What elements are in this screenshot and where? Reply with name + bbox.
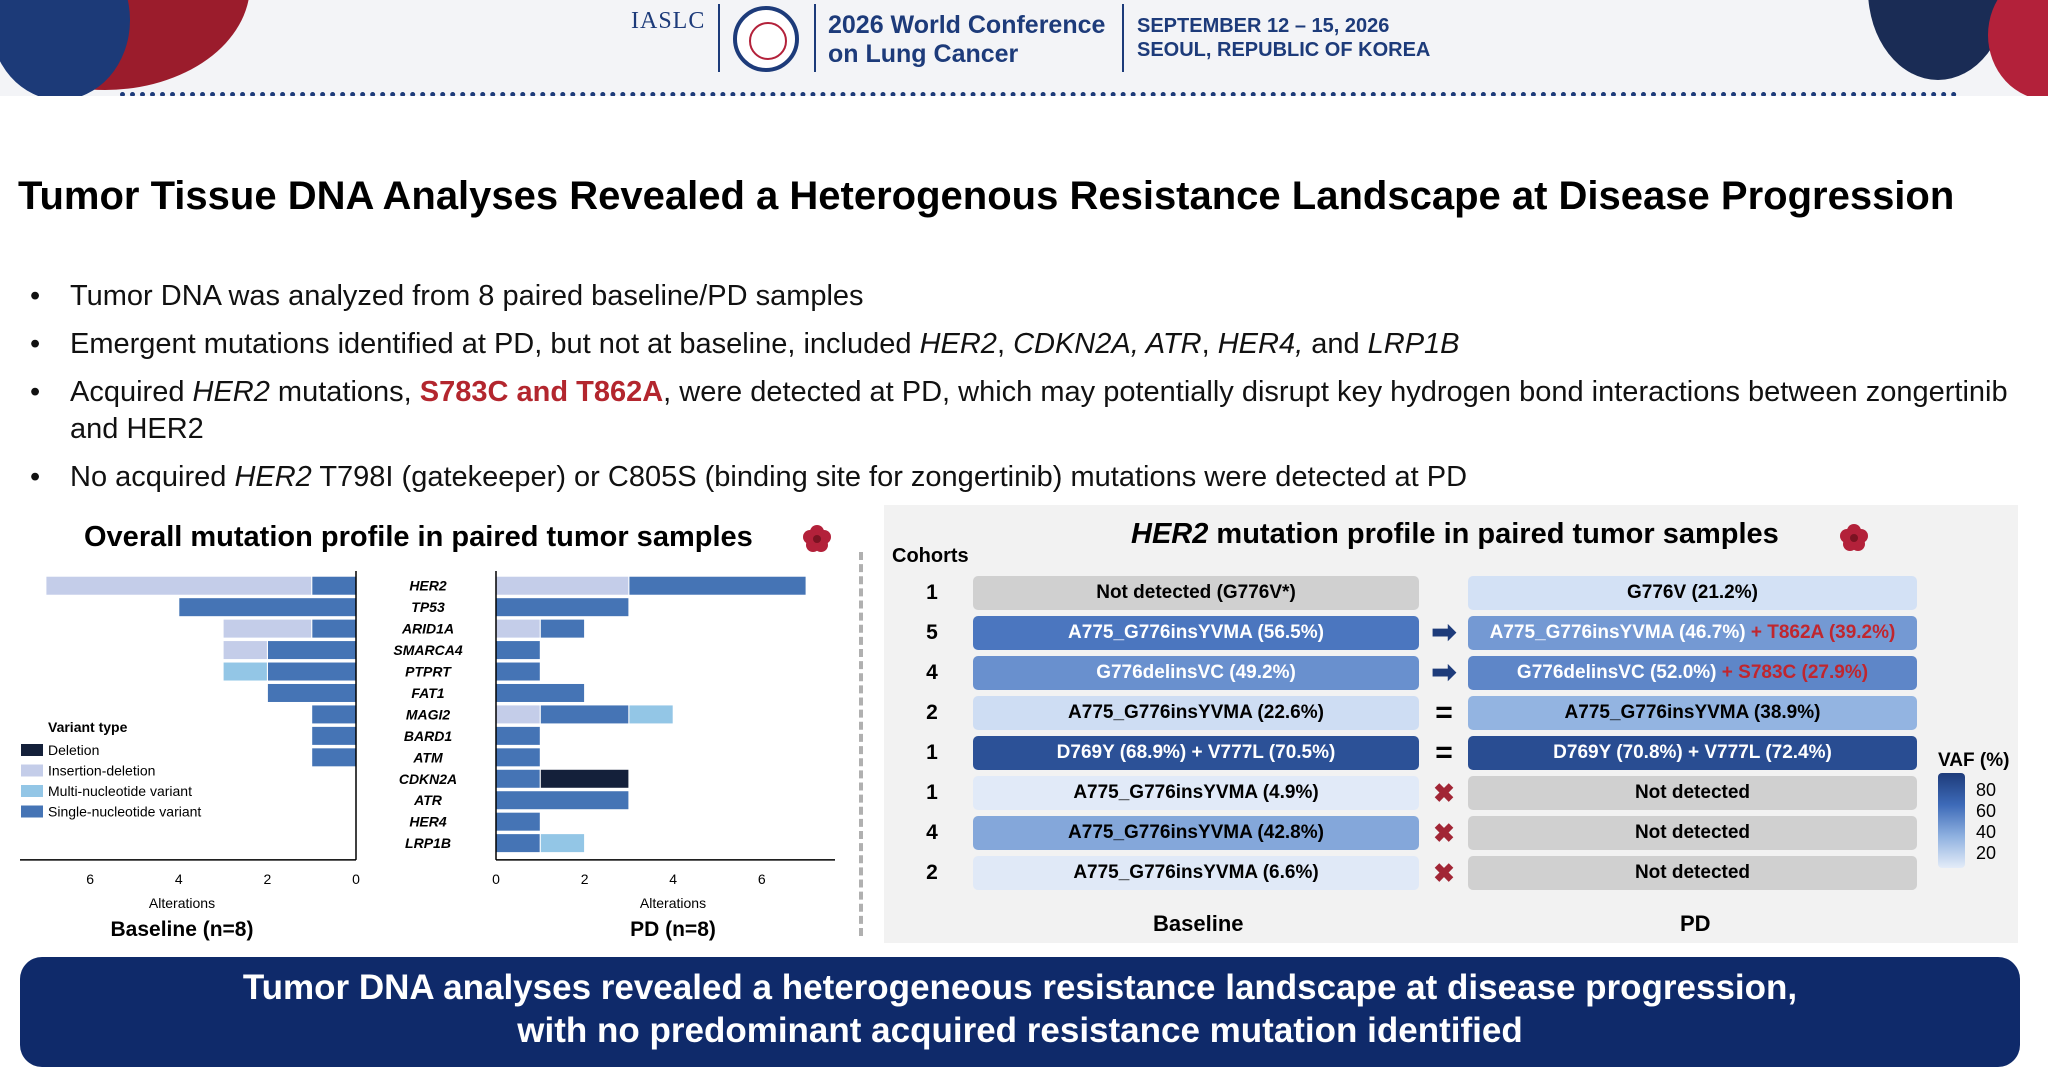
gene-label: TP53 [411,599,445,616]
cohort-number: 1 [926,781,938,804]
conference-date-text: SEPTEMBER 12 – 15, 2026 [1137,15,1390,37]
pd-bar-segment [496,791,629,810]
bullet-dot: • [30,280,41,312]
pd-mutation-cell [1468,656,1917,690]
gene-label: HER2 [409,577,447,594]
bullet-text: Tumor DNA was analyzed from 8 paired baseline/PD samples [70,280,864,312]
conference-dates [1137,14,1430,62]
pd-bar-segment [496,683,585,702]
baseline-x-tick-label: 2 [263,870,272,887]
bullet-text: HER2 [192,376,270,408]
pd-bar-segment [496,726,540,745]
pd-mutation-text: G776delinsVC (52.0%) [1516,662,1717,683]
conclusion-banner [20,957,2020,1067]
cohort-number: 1 [926,581,938,604]
gene-label: FAT1 [411,684,445,701]
baseline-mutation-cell: Not detected (G776V*) [973,576,1419,610]
pd-bar-segment [496,705,540,724]
vaf-color-scale [1938,773,1965,868]
gene-label: MAGI2 [405,706,451,723]
baseline-bar-segment [223,662,267,681]
logo-divider [1122,4,1124,72]
equals-icon: = [1435,696,1453,729]
pd-x-axis-label: Alterations [639,894,707,911]
baseline-x-tick-label: 0 [352,870,360,887]
conference-name-line1: 2026 World Conference [828,11,1106,39]
baseline-mutation-cell: G776delinsVC (49.2%) [973,656,1419,690]
bullet-text: , were detected at PD, which may potentially disrupt key hydrogen bond interactions between zongertinib and HER2 [70,376,2008,445]
cohorts-column-header: Cohorts [892,545,969,567]
pd-mutation-text: A775_G776insYVMA (38.9%) [1564,702,1821,723]
pd-mutation-text: G776V (21.2%) [1627,582,1758,603]
slide-title: Tumor Tissue DNA Analyses Revealed a Heterogenous Resistance Landscape at Disease Progression [18,174,1955,218]
conference-location-text: SEOUL, REPUBLIC OF KOREA [1137,39,1431,61]
baseline-x-axis-label: Alterations [148,894,216,911]
cohort-number: 2 [926,861,938,884]
pd-bar-segment [496,748,540,767]
pd-mutation-text: Not detected [1634,862,1751,883]
pd-chart-title: PD (n=8) [630,917,716,941]
pd-column-label: PD [1680,911,1711,936]
baseline-bar-segment [312,726,356,745]
pd-bar-segment [496,662,540,681]
baseline-x-tick-label: 6 [86,870,95,887]
bullet-text: mutations, [269,376,420,408]
vaf-scale-title: VAF (%) [1938,750,2010,771]
baseline-column-label: Baseline [1153,911,1244,936]
bullet-text: , [996,328,1014,360]
gene-label: ARID1A [401,620,455,637]
bullet-text: , [1201,328,1218,360]
right-panel-title-gene: HER2 [1131,518,1209,550]
legend-label: Deletion [48,742,100,758]
bullet-dot: • [30,461,41,493]
legend-title: Variant type [48,719,128,735]
pd-x-tick-label: 4 [669,870,678,887]
gene-label: PTPRT [405,663,451,680]
gene-label: SMARCA4 [393,642,463,659]
baseline-mutation-cell: A775_G776insYVMA (56.5%) [973,616,1419,650]
pd-mutation-cell [1468,776,1917,810]
legend-swatch [21,785,43,797]
gene-label: LRP1B [405,835,451,852]
gene-label: ATR [414,792,442,809]
pd-bar-segment [540,705,629,724]
legend-label: Insertion-deletion [48,762,156,779]
pd-bar-segment [496,769,540,788]
acquired-mutation-text: + T862A (39.2%) [1745,622,1896,643]
pd-mutation-cell [1468,736,1917,770]
bullet-text: HER2 [234,461,312,493]
mutation-profile-bar-charts [0,0,860,950]
pd-x-tick-label: 6 [757,870,766,887]
baseline-mutation-cell: A775_G776insYVMA (4.9%) [973,776,1419,810]
pd-mutation-cell [1468,696,1917,730]
conclusion-line2: with no predominant acquired resistance mutation identified [517,1011,1523,1050]
arrow-right-icon: ➡ [1431,656,1457,689]
right-panel-title [1131,518,1779,551]
cohort-number: 4 [926,661,938,684]
baseline-chart-title: Baseline (n=8) [110,917,254,941]
pd-bar-segment [629,705,673,724]
legend-swatch [21,765,43,777]
panel-divider [859,552,863,936]
conclusion-line1: Tumor DNA analyses revealed a heterogeneous resistance landscape at disease progression, [242,968,1798,1007]
baseline-x-tick-label: 4 [174,870,183,887]
vaf-tick-label: 80 [1976,780,1997,800]
baseline-mutation-cell: D769Y (68.9%) + V777L (70.5%) [973,736,1419,770]
pd-x-tick-label: 0 [492,870,500,887]
bullet-text: No acquired [70,461,235,493]
bullet-text: S783C and T862A [419,376,664,408]
bullet-text: Acquired [70,376,193,408]
pd-bar-segment [540,769,629,788]
legend-swatch [21,806,43,818]
baseline-bar-segment [179,598,356,617]
gene-label: CDKN2A [398,770,458,787]
equals-icon: = [1435,736,1453,769]
baseline-bar-segment [267,641,356,660]
conference-name [828,11,1105,69]
baseline-bar-segment [267,662,356,681]
iaslc-logo-text: IASLC [631,8,706,34]
pd-mutation-cell [1468,576,1917,610]
acquired-mutation-text: + S783C (27.9%) [1716,662,1869,683]
cross-icon: ✖ [1433,858,1455,888]
bullet-dot: • [30,376,41,408]
pd-mutation-text: Not detected [1634,782,1751,803]
bullet-dot: • [30,328,41,360]
legend-swatch [21,744,43,756]
baseline-bar-segment [312,619,356,638]
pd-x-tick-label: 2 [580,870,589,887]
cohort-number: 4 [926,821,938,844]
gene-label: ATM [413,749,443,766]
vaf-tick-label: 40 [1976,822,1997,842]
bullet-text: LRP1B [1367,328,1460,360]
pd-bar-segment [496,641,540,660]
baseline-mutation-cell: A775_G776insYVMA (22.6%) [973,696,1419,730]
baseline-bar-segment [312,748,356,767]
cohort-number: 5 [926,621,938,644]
gene-label: HER4 [409,813,447,830]
bullet-text: and [1303,328,1368,360]
pd-bar-segment [496,812,540,831]
vaf-tick-label: 20 [1976,843,1997,863]
baseline-bar-segment [312,576,356,595]
bullet-text: HER2 [919,328,997,360]
left-panel-flower-icon [803,525,831,552]
banner-decoration-right [1868,0,2008,80]
cohort-number: 2 [926,701,938,724]
baseline-mutation-cell: A775_G776insYVMA (42.8%) [973,816,1419,850]
bullet-text: HER4, [1217,328,1304,360]
right-panel-title-text: mutation profile in paired tumor samples [1208,518,1779,550]
baseline-mutation-cell: A775_G776insYVMA (6.6%) [973,856,1419,890]
cross-icon: ✖ [1433,818,1455,848]
vaf-tick-label: 60 [1976,801,1997,821]
cross-icon: ✖ [1433,778,1455,808]
conference-name-line2: on Lung Cancer [828,40,1019,68]
banner-decoration-right-inner [1988,0,2048,96]
pd-bar-segment [629,576,806,595]
bullet-text: T798I (gatekeeper) or C805S (binding site for zongertinib) mutations were detected at PD [311,461,1468,493]
baseline-bar-segment [267,683,356,702]
pd-mutation-text: Not detected [1634,822,1751,843]
baseline-bar-segment [223,641,267,660]
bullet-text: CDKN2A, ATR [1013,328,1202,360]
arrow-right-icon: ➡ [1431,616,1457,649]
baseline-bar-segment [223,619,312,638]
pd-bar-segment [496,598,629,617]
legend-label: Single-nucleotide variant [48,803,202,820]
pd-bar-segment [496,834,540,853]
right-panel-flower-icon [1836,520,1872,556]
gene-label: BARD1 [403,727,453,744]
pd-mutation-text: D769Y (70.8%) + V777L (72.4%) [1553,742,1832,763]
pd-bar-segment [540,834,584,853]
baseline-bar-segment [312,705,356,724]
pd-mutation-text: A775_G776insYVMA (46.7%) [1489,622,1746,643]
legend-label: Multi-nucleotide variant [48,783,192,799]
pd-bar-segment [496,619,540,638]
pd-bar-segment [540,619,584,638]
baseline-bar-segment [46,576,312,595]
pd-mutation-cell [1468,856,1917,890]
pd-mutation-cell [1468,616,1917,650]
pd-bar-segment [496,576,629,595]
cohort-number: 1 [926,741,938,764]
pd-mutation-cell [1468,816,1917,850]
left-panel-title: Overall mutation profile in paired tumor samples [84,521,753,553]
bullet-text: Emergent mutations identified at PD, but not at baseline, included [70,328,920,360]
